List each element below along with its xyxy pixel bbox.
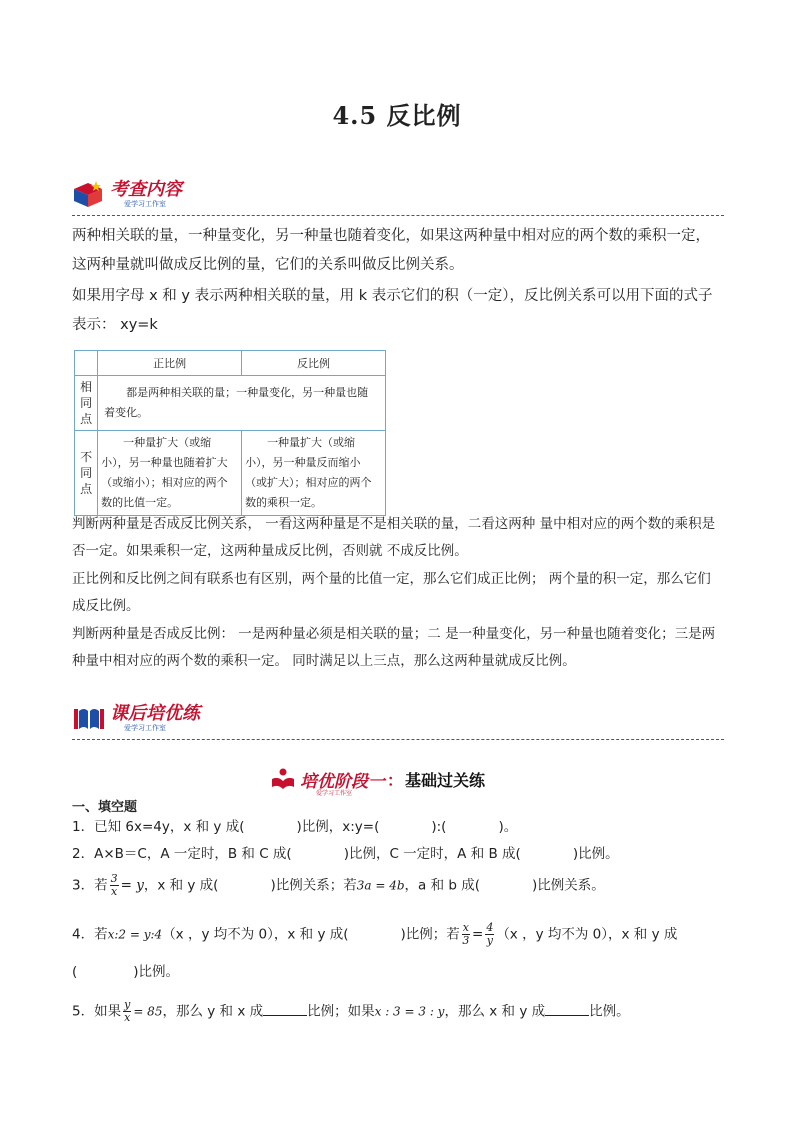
q2-text-a: 2．A×B＝C，A 一定时，B 和 C 成( <box>72 846 292 862</box>
q4-frac1-num: x <box>462 921 469 934</box>
q3-text-b: ，x 和 y 成( <box>143 877 219 894</box>
q4-text-d: （x ，y 均不为 0），x 和 y 成 <box>496 926 678 943</box>
star-box-icon <box>72 179 106 209</box>
table-cell-inverse-diff: 一种量扩大（或缩小），另一种量反而缩小（或扩大）；相对应的两个数的乘积一定。 <box>242 431 386 516</box>
q1-text-a: 1．已知 6x=4y，x 和 y 成( <box>72 819 245 835</box>
q5-text-c: 比例；如果 <box>307 1003 375 1020</box>
table-cell-direct-diff: 一种量扩大（或缩小），另一种量也随着扩大（或缩小）；相对应的两个数的比值一定。 <box>98 431 242 516</box>
q3-text-c: )比例关系；若 <box>270 877 357 894</box>
q5-text-a: 5．如果 <box>72 1003 122 1020</box>
table-cell-same: 都是两种相关联的量；一种量变化，另一种量也随着变化。 <box>98 376 386 431</box>
q5-eq: = 85 <box>133 1004 163 1019</box>
q1-text-b: )比例，x:y=( <box>296 819 380 835</box>
q4-frac2-den: y <box>486 934 493 947</box>
q3-text-d: ，a 和 b 成( <box>404 877 481 894</box>
note-paragraph-2: 正比例和反比例之间有联系也有区别，两个量的比值一定，那么它们成正比例； 两个量的积一定，那么它们成反比例。 <box>72 571 711 614</box>
question-4-cont <box>72 962 179 982</box>
q5-blank-1[interactable] <box>263 1003 307 1016</box>
section-heading-text: 考查内容 <box>110 178 182 200</box>
section-heading-exercises <box>72 696 200 740</box>
q5-frac-num: y <box>124 998 131 1011</box>
q4-text-f: )比例。 <box>133 964 180 980</box>
stage-subtitle: 基础过关练 <box>405 770 486 790</box>
q3-frac-den: x <box>110 885 118 898</box>
q5-frac-den: x <box>124 1011 131 1024</box>
q4-frac1-den: 3 <box>462 934 470 947</box>
divider <box>72 215 724 216</box>
section-heading-text: 课后培优练 <box>110 702 200 724</box>
q4-fraction-2 <box>485 922 494 947</box>
q1-text-c: ):( <box>431 819 447 835</box>
stage-banner <box>270 764 530 797</box>
definition-paragraph: 两种相关联的量，一种量变化，另一种量也随着变化，如果这两种量中相对应的两个数的乘积一定，这两种量就叫做成反比例的量，它们的关系叫做反比例关系。 <box>72 228 710 273</box>
question-3 <box>72 873 605 898</box>
reader-icon <box>270 767 296 791</box>
question-1 <box>72 817 517 837</box>
question-5 <box>72 999 630 1024</box>
q4-expr: x:2 = y:4 <box>107 927 163 942</box>
q4-text-c: )比例；若 <box>400 926 460 943</box>
divider <box>72 739 724 740</box>
table-corner <box>75 351 98 376</box>
stage-title: 培优阶段一 <box>300 771 385 792</box>
q5-expr: x : 3 = 3 : y <box>374 1004 445 1019</box>
q3-fraction <box>110 873 119 898</box>
q3-expr: 3a = 4b <box>356 878 405 893</box>
table-header-direct: 正比例 <box>98 351 242 376</box>
open-book-icon <box>72 703 106 733</box>
page-title: 4.5 反比例 <box>332 101 462 130</box>
q5-blank-2[interactable] <box>545 1003 589 1016</box>
q2-text-c: )比例。 <box>572 846 619 862</box>
q5-text-d: ，那么 x 和 y 成 <box>444 1003 546 1020</box>
q5-text-b: ，那么 y 和 x 成 <box>162 1003 264 1020</box>
q5-text-e: 比例。 <box>589 1003 630 1020</box>
section-heading-sub: 爱学习工作室 <box>124 723 166 732</box>
q4-frac2-num: 4 <box>486 921 494 934</box>
q3-frac-num: 3 <box>110 872 118 885</box>
q4-text-b: （x ，y 均不为 0），x 和 y 成( <box>162 926 349 943</box>
q4-fraction-1 <box>462 922 470 947</box>
table-row-label-same: 相同点 <box>75 376 98 431</box>
q4-text-a: 4．若 <box>72 926 108 943</box>
section-heading-content <box>72 172 182 216</box>
stage-small: 爱学习工作室 <box>316 790 353 797</box>
part-heading: 一、填空题 <box>72 800 138 815</box>
note-paragraph-3: 判断两种量是否成反比例： 一是两种量必须是相关联的量；二 是一种量变化，另一种量也随着变化；三是两种量中相对应的两个数的乘积一定。 同时满足以上三点，那么这两种量就成反比例。 <box>72 626 716 669</box>
q3-text-a: 3．若 <box>72 877 108 894</box>
q5-fraction <box>123 999 131 1024</box>
note-paragraph-1: 判断两种量是否成反比例关系， 一看这两种量是不是相关联的量，二看这两种 量中相对应的两个数的乘积是否一定。如果乘积一定，这两种量成反比例，否则就 不成反比例。 <box>72 516 716 559</box>
q1-text-d: )。 <box>498 819 518 835</box>
section-heading-sub: 爱学习工作室 <box>124 199 166 208</box>
question-2 <box>72 844 619 864</box>
q3-eq: = y <box>120 877 144 894</box>
question-4 <box>72 922 677 947</box>
table-row-label-diff: 不同点 <box>75 431 98 516</box>
q3-text-e: )比例关系。 <box>532 877 605 894</box>
table-header-inverse: 反比例 <box>242 351 386 376</box>
q2-text-b: )比例，C 一定时，A 和 B 成( <box>343 846 521 862</box>
q4-eq: = <box>472 926 484 943</box>
formula-paragraph: 如果用字母 x 和 y 表示两种相关联的量，用 k 表示它们的积（一定），反比例关系可以用下面的式子表示： xy=k <box>72 288 713 333</box>
stage-colon: ： <box>387 770 404 790</box>
comparison-table <box>74 350 386 516</box>
q4-text-e: ( <box>72 964 78 980</box>
